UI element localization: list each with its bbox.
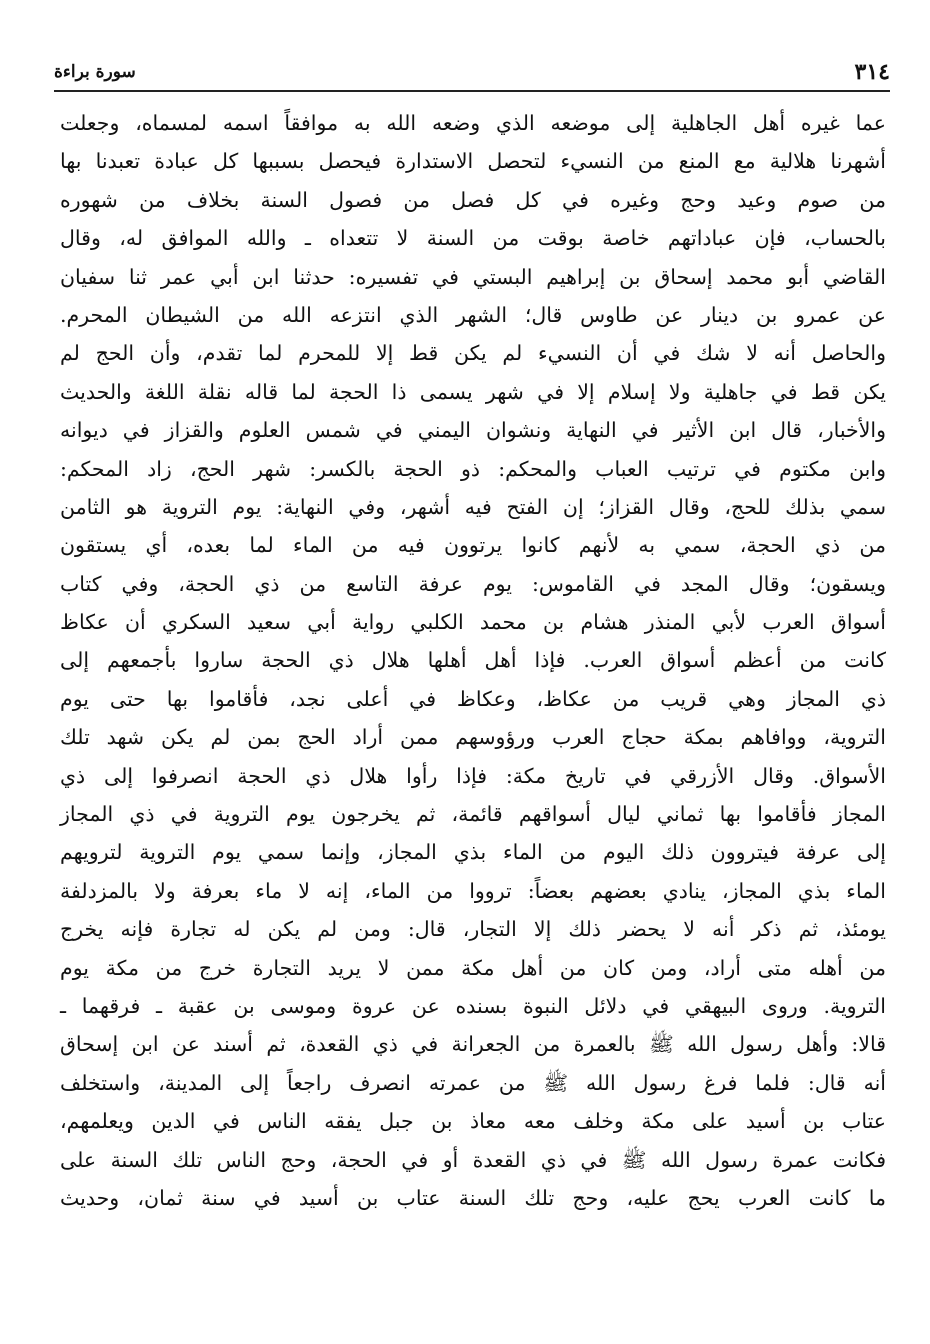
page-header — [54, 58, 890, 88]
text-line: من صوم وعيد وحج وغيره في كل فصل من فصول السنة بخلاف من شهوره — [60, 187, 886, 212]
text-line: ذي المجاز وهي قريب من عكاظ، وعكاظ في أعلى نجد، فأقاموا بها حتى يوم — [60, 686, 886, 711]
text-line: التروية. وروى البيهقي في دلائل النبوة بسنده عن عروة وموسى بن عقبة ـ فرقهما ـ — [60, 993, 886, 1018]
header-divider — [54, 90, 890, 92]
text-line: إلى عرفة فيتروون ذلك اليوم من الماء بذي المجاز، وإنما سمي يوم التروية لترويهم — [60, 840, 886, 865]
text-line: ما كانت العرب يحج عليه، وحج تلك السنة عتاب بن أسيد في سنة ثمان، وحديث — [60, 1185, 886, 1210]
text-line: القاضي أبو محمد إسحاق بن إبراهيم البستي في تفسيره: حدثنا ابن أبي عمر ثنا سفيان — [60, 264, 886, 289]
text-line: كانت من أعظم أسواق العرب. فإذا أهل أهلها هلال ذي الحجة ساروا بأجمعهم إلى — [60, 648, 886, 673]
text-line: والأخبار، قال ابن الأثير في النهاية ونشوان اليمني في شمس العلوم والقزاز في ديوانه — [60, 418, 886, 443]
text-line: أشهرنا هلالية مع المنع من النسيء لتحصل الاستدارة فيحصل بسببها كل عبادة تعبدنا بها — [60, 149, 886, 174]
text-line: أنه قال: فلما فرغ رسول الله ﷺ من عمرته انصرف راجعاً إلى المدينة، واستخلف — [60, 1070, 886, 1095]
text-line: الماء بذي المجاز، ينادي بعضهم بعضاً: ترووا من الماء، إنه لا ماء بعرفة ولا بالمزدلفة — [60, 878, 886, 903]
text-line: وابن مكتوم في ترتيب العباب والمحكم: ذو الحجة بالكسر: شهر الحج، زاد المحكم: — [60, 456, 886, 481]
text-line: من ذي الحجة، سمي به لأنهم كانوا يرتوون فيه من الماء لما بعده، أي يستقون — [60, 533, 886, 558]
text-line: الأسواق. وقال الأزرقي في تاريخ مكة: فإذا رأوا هلال ذي الحجة انصرفوا إلى ذي — [60, 763, 886, 788]
text-line: عما غيره أهل الجاهلية إلى موضعه الذي وضعه الله به موافقاً اسمه لمسماه، وجعلت — [60, 111, 886, 135]
text-line: سمي بذلك للحج، وقال القزاز؛ إن الفتح فيه أشهر، وفي النهاية: يوم التروية هو الثامن — [60, 494, 886, 519]
text-line: المجاز فأقاموا بها ثماني ليال أسواقهم قائمة، ثم يخرجون يوم التروية في ذي المجاز — [60, 802, 886, 827]
page-number: ٣١٤ — [854, 59, 890, 85]
text-line: من أهله متى أراد، ومن كان من أهل مكة ممن لا يريد التجارة خرج من مكة يوم — [60, 955, 886, 980]
text-line: بالحساب، فإن عباداتهم خاصة بوقت من السنة لا تتعداه ـ والله الموافق له، وقال — [60, 226, 886, 251]
text-line: أسواق العرب لأبي المنذر هشام بن محمد الكلبي رواية أبي سعيد السكري أن عكاظ — [60, 610, 886, 635]
text-line: ويسقون؛ وقال المجد في القاموس: يوم عرفة التاسع من ذي الحجة، وفي كتاب — [60, 571, 886, 596]
text-line: يكن قط في جاهلية ولا إسلام إلا في شهر يسمى ذا الحجة لما قاله نقلة اللغة والحديث — [60, 379, 886, 404]
text-line: فكانت عمرة رسول الله ﷺ في ذي القعدة أو في الحجة، وحج الناس تلك السنة على — [60, 1147, 886, 1172]
text-line: عتاب بن أسيد على مكة وخلف معه معاذ بن جبل يفقه الناس في الدين ويعلمهم، — [60, 1109, 886, 1134]
body-text — [60, 104, 886, 1217]
text-line: والحاصل أنه لا شك في أن النسيء لم يكن قط إلا للمحرم لما تقدم، وأن الحج لم — [60, 341, 886, 366]
text-line: يومئذ، ثم ذكر أنه لا يحضر ذلك إلا التجار، قال: ومن لم يكن له تجارة فإنه يخرج — [60, 917, 886, 942]
text-line: عن عمرو بن دينار عن طاوس قال؛ الشهر الذي انتزعه الله من الشيطان المحرم. — [60, 302, 886, 327]
text-line: التروية، ووافاهم بمكة حجاج العرب ورؤوسهم ممن أراد الحج بمن لم يكن شهد تلك — [60, 725, 886, 750]
text-line: قالا: وأهل رسول الله ﷺ بالعمرة من الجعرانة في ذي القعدة، ثم أسند عن ابن إسحاق — [60, 1032, 886, 1057]
surah-title: سورة براءة — [54, 62, 136, 82]
